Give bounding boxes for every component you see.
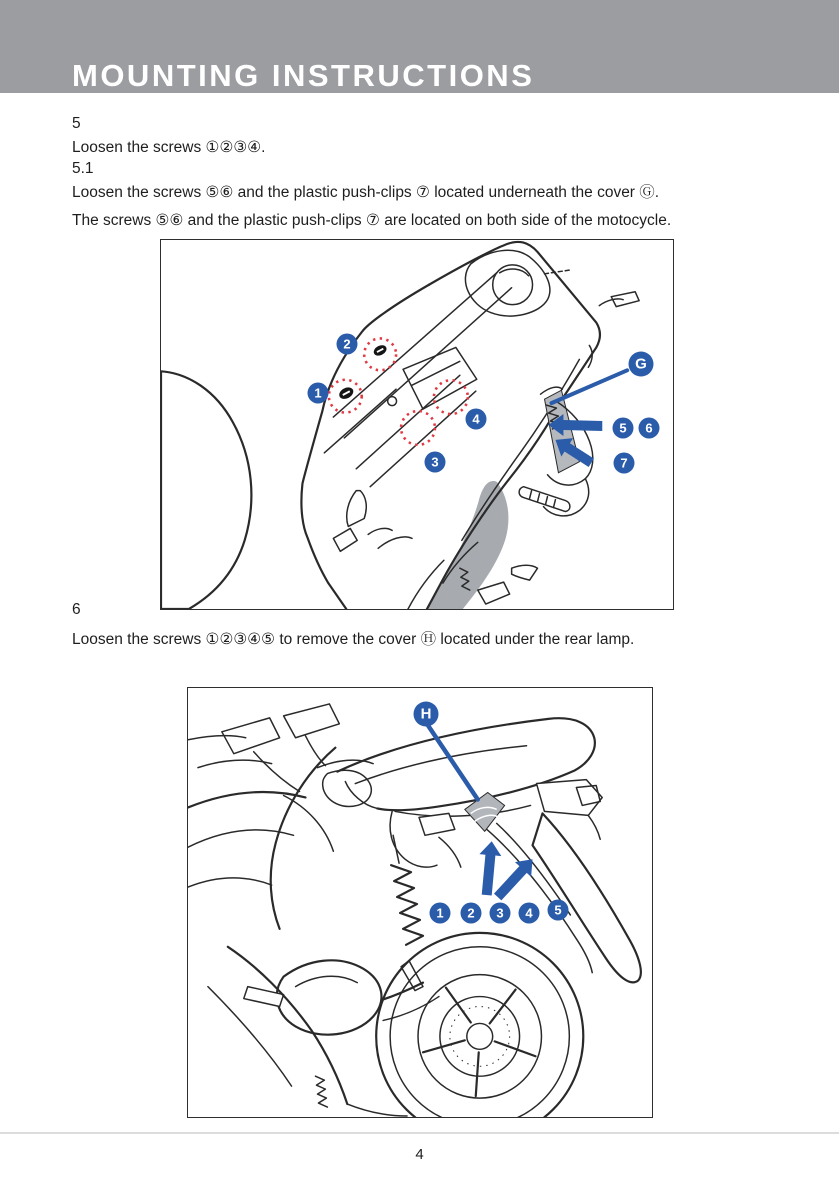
figure-2-rear-lamp-view <box>187 687 653 1118</box>
step-5-1-text-2: The screws ⑤⑥ and the plastic push-clips ⑦ are located on both side of the motocycle. <box>72 212 672 229</box>
figure-1-illustration <box>161 240 673 609</box>
callout-h: H <box>414 702 439 727</box>
screw-1-head <box>337 385 355 401</box>
shock-spring <box>391 865 423 945</box>
figure-1-underseat-view <box>160 239 674 610</box>
muffler <box>277 960 382 1034</box>
callout-3: 3 <box>425 452 446 473</box>
callout-1: 1 <box>430 903 451 924</box>
screw-2-head <box>372 343 388 358</box>
callout-1: 1 <box>308 383 329 404</box>
arrow-diagonal-icon <box>494 859 533 900</box>
callout-6: 6 <box>639 418 660 439</box>
step-5-number: 5 <box>72 115 81 132</box>
step-5-text: Loosen the screws ①②③④. <box>72 139 266 156</box>
front-seat-outline <box>161 371 251 609</box>
step-5-1-text-1: Loosen the screws ⑤⑥ and the plastic push-clips ⑦ located underneath the cover Ⓖ. <box>72 184 660 201</box>
callout-3: 3 <box>490 903 511 924</box>
step-6-number: 6 <box>72 601 81 618</box>
step-5-1-number: 5.1 <box>72 160 94 177</box>
mirror-right <box>284 704 340 738</box>
footer-divider <box>0 1132 839 1134</box>
header-bar <box>0 0 839 93</box>
callout-5: 5 <box>613 418 634 439</box>
step-6-text: Loosen the screws ①②③④⑤ to remove the cover Ⓗ located under the rear lamp. <box>72 631 635 648</box>
rear-wheel <box>376 933 583 1117</box>
callout-7: 7 <box>614 453 635 474</box>
figure-2-illustration <box>188 688 652 1117</box>
callout-4: 4 <box>466 409 487 430</box>
rear-lamp <box>536 780 602 816</box>
arrow-up-icon <box>479 841 501 895</box>
callout-g: G <box>629 352 654 377</box>
tail-left-edge <box>301 285 429 609</box>
page-number: 4 <box>415 1146 424 1163</box>
callout-2: 2 <box>337 334 358 355</box>
callout-5: 5 <box>548 900 569 921</box>
callout-4: 4 <box>519 903 540 924</box>
page-title: MOUNTING INSTRUCTIONS <box>72 58 535 94</box>
rack-outline <box>465 250 549 316</box>
callout-2: 2 <box>461 903 482 924</box>
